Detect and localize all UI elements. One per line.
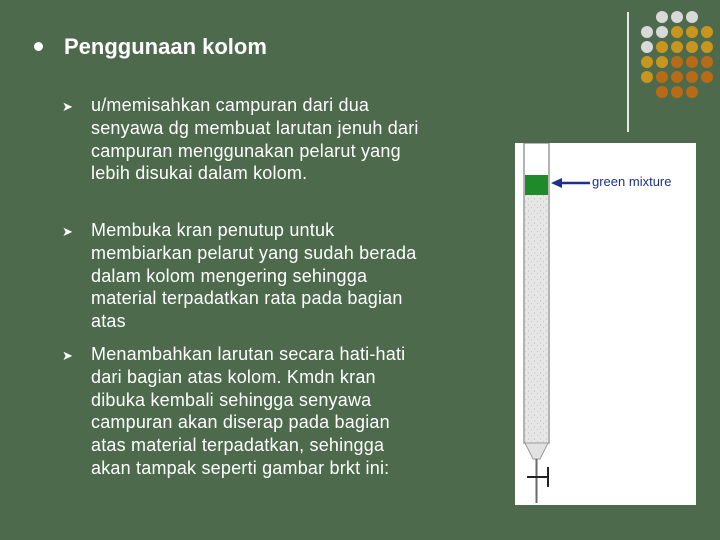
bullet-line: senyawa dg membuat larutan jenuh dari (91, 117, 419, 138)
decorative-dot (701, 26, 713, 38)
decorative-dot (656, 56, 668, 68)
bullet-line: Membuka kran penutup untuk (91, 220, 335, 240)
decorative-dot (641, 71, 653, 83)
bullet-line: Menambahkan larutan secara hati-hati (91, 344, 406, 364)
bullet-line: material terpadatkan rata pada bagian (91, 288, 403, 309)
bullet-line: akan tampak seperti gambar brkt ini: (91, 457, 390, 478)
arrowhead-bullet-icon: ➤ (62, 348, 73, 363)
bullet-line: atas material terpadatkan, sehingga (91, 435, 385, 456)
column-taper (525, 443, 548, 459)
decorative-dot (671, 41, 683, 53)
bullet-line: campuran akan diserap pada bagian (91, 412, 390, 433)
decorative-dot (641, 26, 653, 38)
bullet-line: dari bagian atas kolom. Kmdn kran (91, 366, 376, 387)
decorative-dot (656, 26, 668, 38)
round-bullet-icon (34, 42, 43, 51)
decorative-dot (671, 11, 683, 23)
decorative-dot (641, 41, 653, 53)
bullet-line: campuran menggunakan pelarut yang (91, 140, 401, 161)
decorative-dot (686, 11, 698, 23)
decorative-dot (686, 71, 698, 83)
decorative-dot (686, 56, 698, 68)
green-mixture-band (525, 175, 548, 195)
decorative-dot (671, 71, 683, 83)
decorative-dot (671, 26, 683, 38)
decorative-dot (686, 26, 698, 38)
bullet-line: dalam kolom mengering sehingga (91, 265, 368, 286)
bullet-text-3 (91, 343, 511, 480)
decorative-dot (641, 56, 653, 68)
decorative-dot (656, 41, 668, 53)
decorative-dot (686, 41, 698, 53)
decorative-dot (701, 71, 713, 83)
bullet-line: atas (91, 311, 126, 332)
decorative-dot (701, 56, 713, 68)
column-illustration (515, 143, 696, 505)
decorative-dot (701, 41, 713, 53)
bullet-text-2 (91, 219, 511, 333)
decorative-dot (656, 71, 668, 83)
stationary-phase (525, 195, 548, 445)
decorative-dot (656, 86, 668, 98)
bullet-text-1 (91, 94, 511, 185)
slide-title: Penggunaan kolom (64, 34, 267, 59)
arrowhead-bullet-icon: ➤ (62, 99, 73, 114)
chromatography-column-diagram (515, 143, 696, 505)
bullet-line: dibuka kembali sehingga senyawa (91, 389, 372, 410)
decorative-dot (671, 86, 683, 98)
divider-line (627, 12, 629, 132)
bullet-line: membiarkan pelarut yang sudah berada (91, 242, 417, 263)
decorative-dot (671, 56, 683, 68)
arrowhead-bullet-icon: ➤ (62, 224, 73, 239)
decorative-dot-grid (641, 11, 711, 111)
green-mixture-label: green mixture (592, 174, 672, 189)
bullet-line: lebih disukai dalam kolom. (91, 163, 308, 184)
label-arrowhead-icon (551, 178, 562, 188)
decorative-dot (686, 86, 698, 98)
decorative-dot (656, 11, 668, 23)
bullet-line: u/memisahkan campuran dari dua (91, 95, 370, 115)
